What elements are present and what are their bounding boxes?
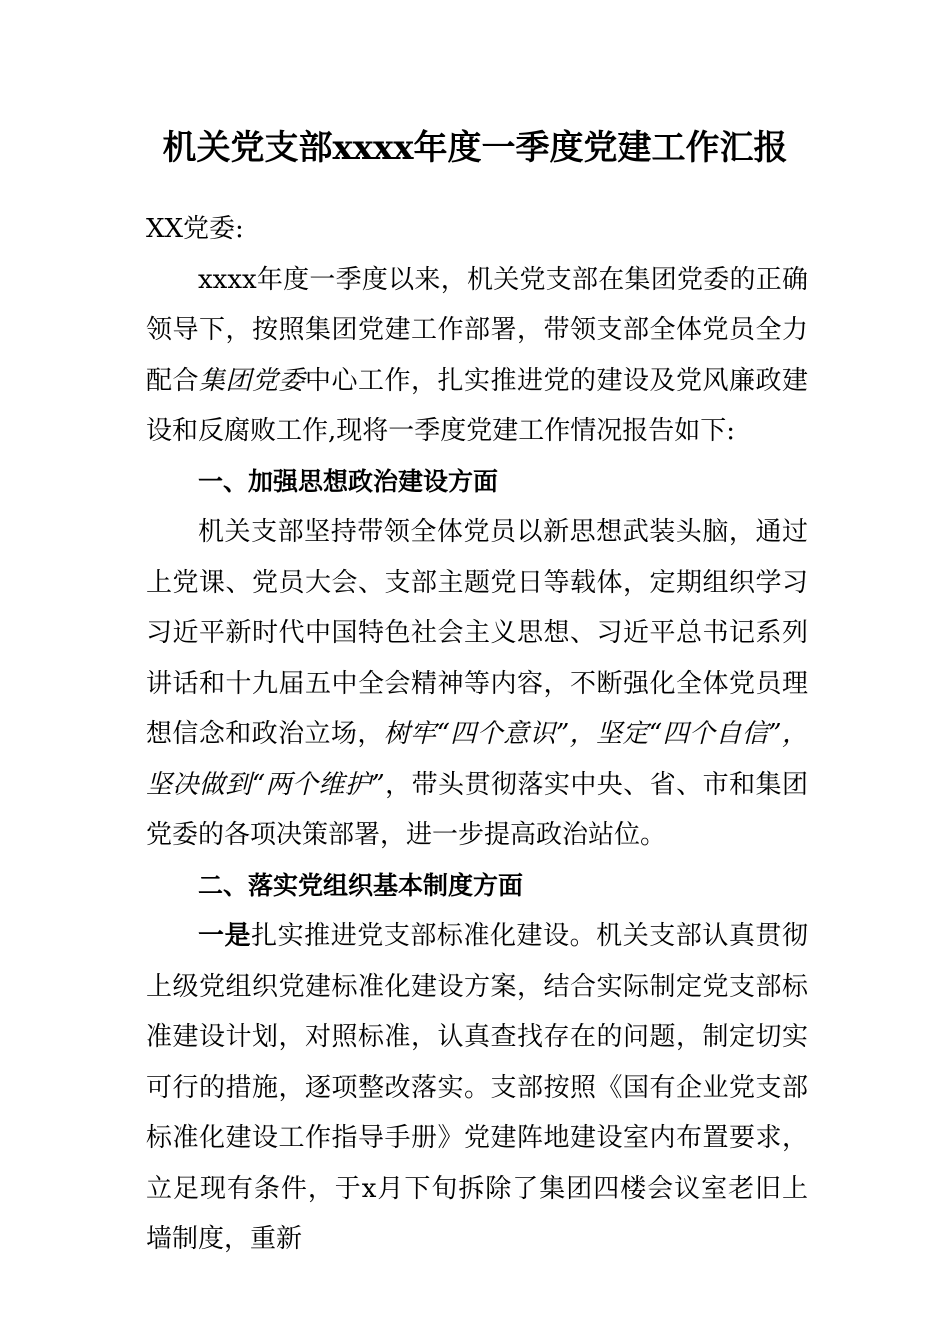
intro-italic: 集团党委 (199, 365, 305, 396)
section2-text: 扎实推进党支部标准化建设。机关支部认真贯彻上级党组织党建标准化建设方案，结合实际制定党支部标准建设计划，对照标准，认真查找存在的问题，制定切实可行的措施，逐项整改落实。支部按照《国有企业党支部标准化建设工作指导手册》党建阵地建设室内布置要求，立足现有条件，于x月下旬拆除了集团四楼会议室老旧上墙制度，重新 (146, 921, 808, 1254)
section1-text-a: 机关支部坚持带领全体党员以新思想武装头脑，通过上党课、党员大会、支部主题党日等载体，定期组织学习习近平新时代中国特色社会主义思想、习近平总书记系列讲话和十九届五中全会精神等内容，不断强化全体党员理想信念和政治立场， (146, 517, 808, 749)
section2-lead: 一是 (198, 921, 252, 951)
section1-italic: 树牢“四个意识”，坚定“四个自信”，坚决做到“两个维护” (146, 719, 808, 800)
document-title: 机关党支部xxxx年度一季度党建工作汇报 (162, 128, 788, 168)
document-body (146, 204, 808, 1265)
section1-heading: 一、加强思想政治建设方面 (198, 466, 499, 496)
intro-paragraph (146, 255, 808, 457)
intro-text-a: xxxx年度一季度以来，机关党支部在集团党委的正确领导下，按照集团党建工作部署，带领支部全体党员全力配合 (146, 264, 808, 396)
section2-paragraph (146, 911, 808, 1265)
salutation: XX党委: (146, 214, 244, 244)
section2-heading: 二、落实党组织基本制度方面 (198, 870, 524, 900)
intro-text-b: 中心工作，扎实推进党的建设及党风廉政建设和反腐败工作,现将一季度党建工作情况报告如下: (146, 365, 808, 446)
section1-paragraph (146, 507, 808, 861)
section1-text-b: ，带头贯彻落实中央、省、市和集团党委的各项决策部署，进一步提高政治站位。 (146, 769, 808, 850)
